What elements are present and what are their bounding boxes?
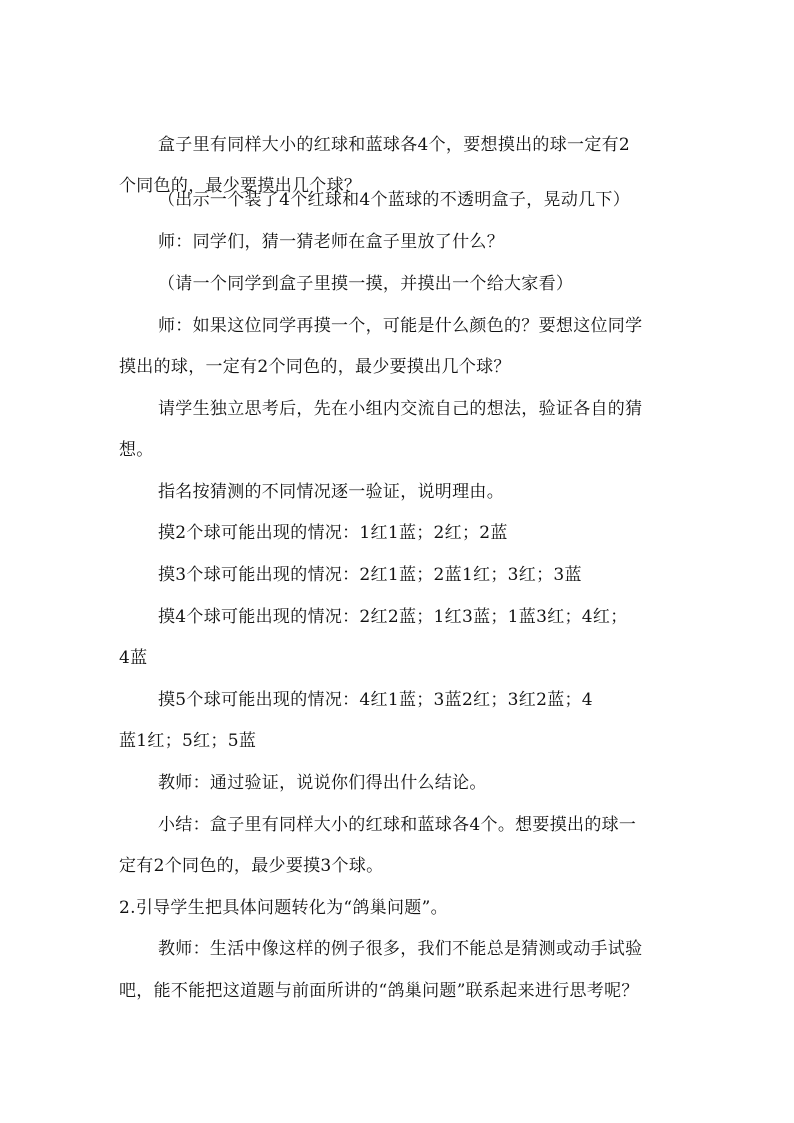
paragraph-line: 指名按猜测的不同情况逐一验证，说明理由。 <box>158 482 504 502</box>
paragraph-line: 教师：通过验证，说说你们得出什么结论。 <box>158 773 487 793</box>
paragraph-line: 摸3个球可能出现的情况：2红1蓝；2蓝1红；3红；3蓝 <box>158 565 582 585</box>
paragraph-line: 请学生独立思考后，先在小组内交流自己的想法，验证各自的猜 <box>158 399 643 419</box>
section-heading-line: 2.引导学生把具体问题转化为“鸽巢问题”。 <box>119 898 448 918</box>
paragraph-line: 师：如果这位同学再摸一个，可能是什么颜色的？要想这位同学 <box>158 316 643 336</box>
paragraph-line: 定有2个同色的，最少要摸3个球。 <box>119 856 384 876</box>
paragraph-line: 摸5个球可能出现的情况：4红1蓝；3蓝2红；3红2蓝；4 <box>158 690 593 710</box>
paragraph-line: 个同色的，最少要摸出几个球？ <box>119 176 362 196</box>
paragraph-line: 摸出的球，一定有2个同色的，最少要摸出几个球？ <box>119 357 511 377</box>
paragraph-line: 摸2个球可能出现的情况：1红1蓝；2红；2蓝 <box>158 523 508 543</box>
paragraph-line: （出示一个装了4个红球和4个蓝球的不透明盒子，晃动几下） <box>158 190 631 210</box>
paragraph-line: 吧，能不能把这道题与前面所讲的“鸽巢问题”联系起来进行思考呢？ <box>119 981 639 1001</box>
paragraph-line: 想。 <box>119 440 154 460</box>
paragraph-line: 4蓝 <box>119 648 148 668</box>
paragraph-line: （请一个同学到盒子里摸一摸，并摸出一个给大家看） <box>158 274 574 294</box>
paragraph-line: 小结：盒子里有同样大小的红球和蓝球各4个。想要摸出的球一 <box>158 815 637 835</box>
paragraph-line: 师：同学们，猜一猜老师在盒子里放了什么？ <box>158 232 504 252</box>
paragraph-line: 蓝1红；5红；5蓝 <box>119 731 257 751</box>
paragraph-line: 摸4个球可能出现的情况：2红2蓝；1红3蓝；1蓝3红；4红； <box>158 607 628 627</box>
paragraph-line: 盒子里有同样大小的红球和蓝球各4个，要想摸出的球一定有2 <box>158 135 631 155</box>
paragraph-line: 教师：生活中像这样的例子很多，我们不能总是猜测或动手试验 <box>158 939 643 959</box>
